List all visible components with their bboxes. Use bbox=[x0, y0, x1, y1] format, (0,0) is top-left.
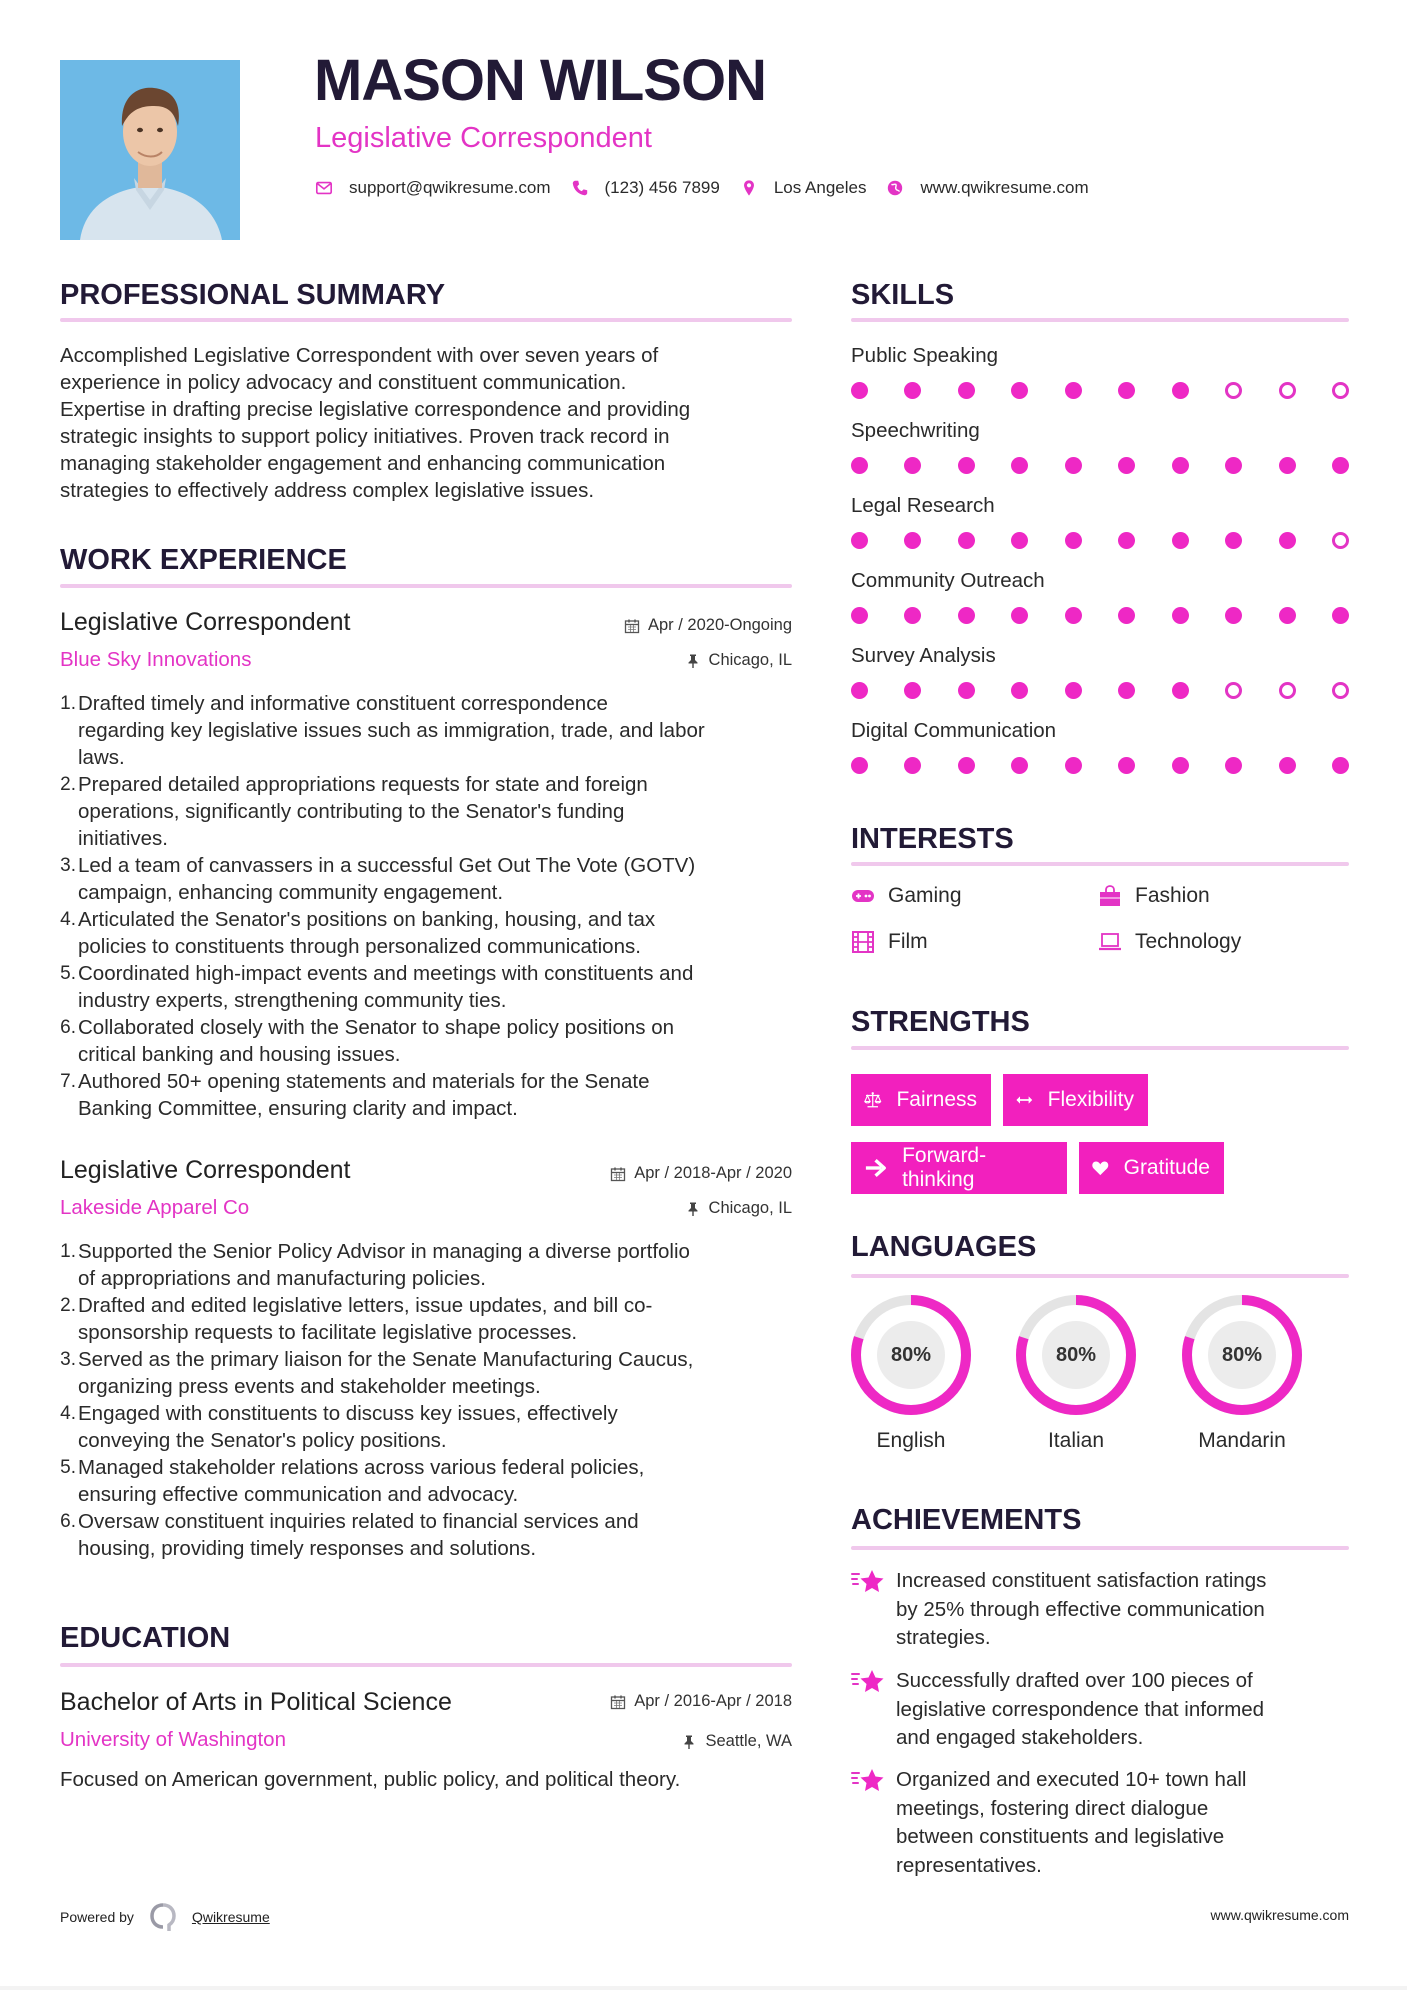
job-bullet: 4. Articulated the Senator's positions on banking, housing, and tax policies to constituents through personalized communications. bbox=[60, 908, 656, 958]
rating-dot-filled bbox=[1225, 532, 1242, 549]
job-bullet: 2. Prepared detailed appropriations requests for state and foreign operations, significantly contributing to the Senator's funding initiatives. bbox=[60, 773, 648, 850]
shopping-bag-icon bbox=[1098, 884, 1122, 908]
job-location bbox=[685, 1199, 792, 1218]
rating-dot-filled bbox=[851, 757, 868, 774]
skill-name: Public Speaking bbox=[851, 344, 999, 367]
education-divider bbox=[60, 1663, 792, 1667]
skill-name: Speechwriting bbox=[851, 419, 980, 442]
laptop-icon bbox=[1098, 930, 1122, 954]
rating-dot-filled bbox=[1172, 757, 1189, 774]
skill-name: Community Outreach bbox=[851, 569, 1045, 592]
education-location bbox=[681, 1732, 792, 1751]
rating-dot-filled bbox=[1225, 607, 1242, 624]
heart-icon bbox=[1091, 1155, 1110, 1181]
job-dates bbox=[624, 616, 792, 635]
contact-website[interactable] bbox=[886, 178, 1088, 198]
language-item bbox=[849, 1293, 973, 1453]
language-progress-ring bbox=[849, 1293, 973, 1417]
summary-line: experience in policy advocacy and constituent communication. bbox=[60, 371, 627, 394]
achievement-item bbox=[851, 1667, 1351, 1753]
rating-dot-filled bbox=[904, 457, 921, 474]
arrow-right-icon bbox=[863, 1155, 888, 1181]
interest-label: Fashion bbox=[1135, 884, 1210, 907]
profile-photo-illustration bbox=[60, 60, 240, 240]
globe-icon bbox=[886, 179, 904, 197]
job-bullet: 7. Authored 50+ opening statements and materials for the Senate Banking Committee, ensuring clarity and impact. bbox=[60, 1070, 650, 1120]
languages-divider bbox=[851, 1274, 1349, 1278]
achievements-heading: ACHIEVEMENTS bbox=[851, 1504, 1082, 1536]
rating-dot-filled bbox=[1118, 682, 1135, 699]
rating-dot-filled bbox=[1065, 607, 1082, 624]
interest-label: Film bbox=[888, 930, 928, 953]
rating-dot-filled bbox=[1172, 607, 1189, 624]
rating-dot-filled bbox=[1118, 382, 1135, 399]
job-location bbox=[685, 651, 792, 670]
skill-rating bbox=[851, 607, 1349, 624]
achievement-text: Organized and executed 10+ town hall meetings, fostering direct dialogue between constituents and legislative representatives. bbox=[896, 1768, 1247, 1877]
rating-dot-filled bbox=[1172, 382, 1189, 399]
language-progress-ring bbox=[1014, 1293, 1138, 1417]
job-bullet: 6. Oversaw constituent inquiries related to financial services and housing, providing timely responses and solutions. bbox=[60, 1510, 639, 1560]
map-pin-icon bbox=[740, 179, 758, 197]
job-bullet: 3. Served as the primary liaison for the Senate Manufacturing Caucus, organizing press events and stakeholder meetings. bbox=[60, 1348, 694, 1398]
rating-dot-filled bbox=[904, 757, 921, 774]
rating-dot-filled bbox=[1011, 757, 1028, 774]
arrows-horizontal-icon bbox=[1015, 1087, 1034, 1113]
language-percent: 80% bbox=[1055, 1343, 1097, 1366]
rating-dot-filled bbox=[1172, 532, 1189, 549]
powered-by-text: Powered by bbox=[60, 1909, 134, 1925]
interests-heading: INTERESTS bbox=[851, 823, 1014, 855]
experience-divider bbox=[60, 584, 792, 588]
rating-dot-empty bbox=[1332, 382, 1349, 399]
contact-bar bbox=[315, 178, 1109, 198]
calendar-icon bbox=[624, 618, 640, 634]
rating-dot-filled bbox=[851, 682, 868, 699]
footer-powered-by bbox=[60, 1902, 270, 1932]
summary-divider bbox=[60, 318, 792, 322]
strength-tag bbox=[1003, 1074, 1148, 1126]
job-title: Legislative Correspondent bbox=[60, 608, 351, 636]
rating-dot-filled bbox=[851, 382, 868, 399]
rating-dot-filled bbox=[851, 532, 868, 549]
summary-line: managing stakeholder engagement and enhancing communication bbox=[60, 452, 666, 475]
rating-dot-filled bbox=[1011, 457, 1028, 474]
strength-tag bbox=[851, 1142, 1067, 1194]
language-percent: 80% bbox=[1221, 1343, 1263, 1366]
job-dates-text: Apr / 2020-Ongoing bbox=[647, 616, 792, 634]
rating-dot-filled bbox=[1118, 757, 1135, 774]
summary-line: Accomplished Legislative Correspondent with over seven years of bbox=[60, 344, 659, 367]
achievements-divider bbox=[851, 1546, 1349, 1550]
rating-dot-filled bbox=[958, 757, 975, 774]
rating-dot-filled bbox=[958, 532, 975, 549]
rating-dot-filled bbox=[904, 382, 921, 399]
skill-rating bbox=[851, 382, 1349, 399]
rating-dot-filled bbox=[1172, 682, 1189, 699]
rating-dot-filled bbox=[851, 607, 868, 624]
education-heading: EDUCATION bbox=[60, 1622, 231, 1654]
footer-website[interactable]: www.qwikresume.com bbox=[1210, 1907, 1349, 1923]
rating-dot-filled bbox=[1118, 607, 1135, 624]
job-bullet: 5. Coordinated high-impact events and meetings with constituents and industry experts, strengthening community ties. bbox=[60, 962, 694, 1012]
rating-dot-filled bbox=[958, 607, 975, 624]
rating-dot-filled bbox=[851, 457, 868, 474]
job-dates-text: Apr / 2018-Apr / 2020 bbox=[634, 1164, 792, 1182]
interest-label: Technology bbox=[1135, 930, 1242, 953]
rating-dot-filled bbox=[1011, 682, 1028, 699]
interest-item bbox=[1098, 884, 1210, 908]
interest-item bbox=[851, 884, 962, 908]
interest-label: Gaming bbox=[888, 884, 962, 907]
job-company: Lakeside Apparel Co bbox=[60, 1196, 250, 1219]
calendar-icon bbox=[610, 1694, 626, 1710]
language-item bbox=[1180, 1293, 1304, 1453]
job-bullets bbox=[60, 690, 800, 1122]
education-description: Focused on American government, public policy, and political theory. bbox=[60, 1768, 681, 1791]
summary-line: Expertise in drafting precise legislative correspondence and providing bbox=[60, 398, 691, 421]
rating-dot-empty bbox=[1332, 682, 1349, 699]
qwikresume-link[interactable]: Qwikresume bbox=[191, 1909, 270, 1925]
strength-label: Fairness bbox=[896, 1088, 977, 1111]
experience-heading: WORK EXPERIENCE bbox=[60, 544, 347, 576]
job-bullet: 5. Managed stakeholder relations across various federal policies, ensuring effective communication and advocacy. bbox=[60, 1456, 645, 1506]
rating-dot-filled bbox=[1225, 757, 1242, 774]
achievement-item bbox=[851, 1567, 1351, 1653]
achievement-text: Successfully drafted over 100 pieces of legislative correspondence that informed and engaged stakeholders. bbox=[896, 1669, 1265, 1749]
rating-dot-filled bbox=[1279, 457, 1296, 474]
location-text: Los Angeles bbox=[773, 178, 867, 197]
rating-dot-filled bbox=[1011, 382, 1028, 399]
job-bullet: 6. Collaborated closely with the Senator to shape policy positions on critical banking and housing issues. bbox=[60, 1016, 674, 1066]
job-bullet: 2. Drafted and edited legislative letters, issue updates, and bill co- sponsorship requests to facilitate legislative processes. bbox=[60, 1294, 653, 1344]
rating-dot-filled bbox=[1225, 457, 1242, 474]
profile-photo bbox=[60, 60, 240, 240]
job-location-text: Chicago, IL bbox=[708, 651, 792, 669]
candidate-title: Legislative Correspondent bbox=[315, 122, 652, 154]
rating-dot-filled bbox=[1065, 757, 1082, 774]
strength-tag bbox=[1079, 1142, 1224, 1194]
rating-dot-filled bbox=[1172, 457, 1189, 474]
strength-tag bbox=[851, 1074, 991, 1126]
school: University of Washington bbox=[60, 1728, 286, 1751]
job-company: Blue Sky Innovations bbox=[60, 648, 252, 671]
strength-label: Flexibility bbox=[1047, 1088, 1134, 1111]
gamepad-icon bbox=[851, 884, 875, 908]
rating-dot-filled bbox=[1279, 607, 1296, 624]
pushpin-icon bbox=[685, 653, 701, 669]
rating-dot-empty bbox=[1279, 682, 1296, 699]
shooting-star-icon bbox=[851, 1667, 885, 1697]
shooting-star-icon bbox=[851, 1766, 885, 1796]
shooting-star-icon bbox=[851, 1567, 885, 1597]
job-entry bbox=[60, 1158, 792, 1578]
website-text: www.qwikresume.com bbox=[920, 178, 1089, 197]
skill-rating bbox=[851, 682, 1349, 699]
interest-item bbox=[851, 930, 928, 954]
degree: Bachelor of Arts in Political Science bbox=[60, 1688, 452, 1716]
email-text: support@qwikresume.com bbox=[349, 178, 551, 197]
film-icon bbox=[851, 930, 875, 954]
summary-line: strategies to effectively address complex legislative issues. bbox=[60, 479, 595, 502]
skill-name: Legal Research bbox=[851, 494, 995, 517]
rating-dot-filled bbox=[904, 532, 921, 549]
rating-dot-filled bbox=[904, 607, 921, 624]
rating-dot-filled bbox=[1332, 607, 1349, 624]
calendar-icon bbox=[610, 1166, 626, 1182]
language-name: Mandarin bbox=[1198, 1429, 1286, 1452]
skill-name: Digital Communication bbox=[851, 719, 1057, 742]
rating-dot-filled bbox=[958, 382, 975, 399]
rating-dot-filled bbox=[1118, 457, 1135, 474]
summary-heading: PROFESSIONAL SUMMARY bbox=[60, 279, 446, 311]
languages-heading: LANGUAGES bbox=[851, 1231, 1037, 1263]
rating-dot-filled bbox=[1332, 457, 1349, 474]
phone-text: (123) 456 7899 bbox=[604, 178, 720, 197]
achievement-item bbox=[851, 1766, 1351, 1880]
strength-label: Forward-thinking bbox=[902, 1144, 987, 1191]
language-name: Italian bbox=[1047, 1429, 1105, 1452]
education-location-text: Seattle, WA bbox=[705, 1732, 792, 1750]
rating-dot-filled bbox=[1332, 757, 1349, 774]
language-percent: 80% bbox=[890, 1343, 932, 1366]
strength-label: Gratitude bbox=[1123, 1156, 1210, 1179]
rating-dot-filled bbox=[1065, 457, 1082, 474]
skill-name: Survey Analysis bbox=[851, 644, 996, 667]
education-dates-text: Apr / 2016-Apr / 2018 bbox=[634, 1692, 792, 1710]
job-dates bbox=[610, 1164, 792, 1183]
pushpin-icon bbox=[681, 1734, 697, 1750]
rating-dot-filled bbox=[1011, 607, 1028, 624]
contact-email[interactable] bbox=[315, 178, 551, 198]
interests-divider bbox=[851, 862, 1349, 866]
skill-rating bbox=[851, 757, 1349, 774]
rating-dot-filled bbox=[958, 457, 975, 474]
job-title: Legislative Correspondent bbox=[60, 1156, 351, 1184]
contact-location bbox=[740, 178, 867, 198]
job-bullet: 1. Drafted timely and informative constituent correspondence regarding key legislative issues such as immigration, trade, and labor laws. bbox=[60, 692, 705, 769]
job-bullet: 4. Engaged with constituents to discuss key issues, effectively conveying the Senator's policy positions. bbox=[60, 1402, 618, 1452]
education-entry bbox=[60, 1690, 792, 1800]
job-bullet: 1. Supported the Senior Policy Advisor in managing a diverse portfolio of appropriations and manufacturing policies. bbox=[60, 1240, 690, 1290]
interest-item bbox=[1098, 930, 1241, 954]
phone-icon bbox=[571, 179, 589, 197]
achievement-text: Increased constituent satisfaction ratings by 25% through effective communication strategies. bbox=[896, 1569, 1267, 1649]
language-item bbox=[1014, 1293, 1138, 1453]
skill-rating bbox=[851, 457, 1349, 474]
rating-dot-filled bbox=[904, 682, 921, 699]
strengths-divider bbox=[851, 1046, 1349, 1050]
rating-dot-filled bbox=[1065, 382, 1082, 399]
job-entry bbox=[60, 610, 792, 1130]
envelope-icon bbox=[315, 179, 333, 197]
education-dates bbox=[610, 1692, 792, 1711]
rating-dot-empty bbox=[1279, 382, 1296, 399]
rating-dot-filled bbox=[1065, 532, 1082, 549]
rating-dot-filled bbox=[1279, 532, 1296, 549]
rating-dot-filled bbox=[1118, 532, 1135, 549]
rating-dot-empty bbox=[1225, 382, 1242, 399]
job-bullets bbox=[60, 1238, 800, 1562]
skill-rating bbox=[851, 532, 1349, 549]
strengths-heading: STRENGTHS bbox=[851, 1006, 1030, 1038]
summary-text bbox=[60, 342, 792, 504]
summary-line: strategic insights to support policy initiatives. Proven track record in bbox=[60, 425, 670, 448]
candidate-name: MASON WILSON bbox=[314, 48, 766, 113]
page-bottom-edge bbox=[0, 1986, 1407, 1990]
rating-dot-filled bbox=[958, 682, 975, 699]
job-bullet: 3. Led a team of canvassers in a successful Get Out The Vote (GOTV) campaign, enhancing community engagement. bbox=[60, 854, 696, 904]
job-location-text: Chicago, IL bbox=[708, 1199, 792, 1217]
language-progress-ring bbox=[1180, 1293, 1304, 1417]
rating-dot-filled bbox=[1011, 532, 1028, 549]
language-name: English bbox=[876, 1429, 946, 1452]
contact-phone[interactable] bbox=[571, 178, 720, 198]
skills-divider bbox=[851, 318, 1349, 322]
rating-dot-filled bbox=[1279, 757, 1296, 774]
pushpin-icon bbox=[685, 1201, 701, 1217]
rating-dot-filled bbox=[1065, 682, 1082, 699]
balance-scale-icon bbox=[863, 1087, 882, 1113]
skills-heading: SKILLS bbox=[851, 279, 955, 311]
rating-dot-empty bbox=[1225, 682, 1242, 699]
rating-dot-empty bbox=[1332, 532, 1349, 549]
qwikresume-logo-icon bbox=[148, 1902, 178, 1932]
